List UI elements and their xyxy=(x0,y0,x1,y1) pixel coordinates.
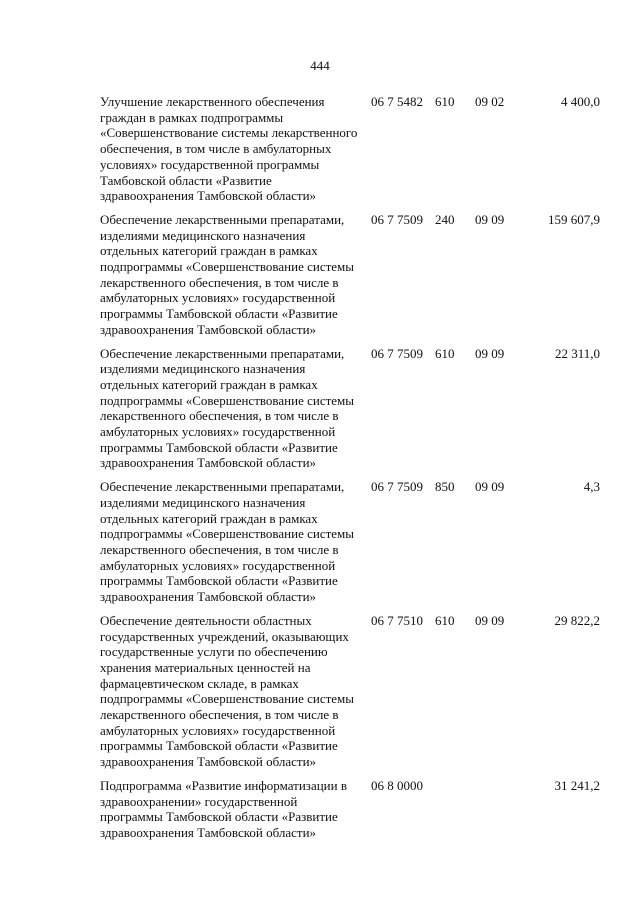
row-amount: 31 241,2 xyxy=(554,777,600,793)
table-row xyxy=(100,778,610,841)
row-amount: 4 400,0 xyxy=(561,94,600,109)
row-description: Улучшение лекарственного обеспечения граждан в рамках подпрограммы «Совершенствование системы лекарственного обеспечения, в том числе в амбулаторных условиях» государственной программы Тамбовской области «Развитие здравоохранения Тамбовской области» xyxy=(100,94,358,204)
row-description: Обеспечение лекарственными препаратами, изделиями медицинского назначения отдельных категорий граждан в рамках подпрограммы «Совершенствование системы лекарственного обеспечения, в том числе в амбулаторных условиях» государственной программы Тамбовской области «Развитие здравоохранения Тамбовской области» xyxy=(100,345,355,471)
row-expense-type: 850 xyxy=(435,479,455,495)
row-section: 09 09 xyxy=(475,479,505,495)
row-target-code: 06 8 0000 xyxy=(371,777,423,793)
row-amount: 4,3 xyxy=(583,479,600,495)
row-expense-type: 610 xyxy=(435,94,455,109)
row-description: Обеспечение деятельности областных государственных учреждений, оказывающих государственные услуги по обеспечению хранения материальных ценностей на фармацевтическом складе, в рамках подпрограммы «Совершенствование системы лекарственного обеспечения, в том числе в амбулаторных условиях» государственной программы Тамбовской области «Развитие здравоохранения Тамбовской области» xyxy=(100,612,355,770)
row-target-code: 06 7 7509 xyxy=(371,479,423,495)
row-expense-type: 240 xyxy=(435,211,455,227)
row-section: 09 09 xyxy=(475,612,505,628)
table-row xyxy=(100,212,610,338)
row-amount: 29 822,2 xyxy=(554,612,600,628)
page-number: 444 xyxy=(310,58,330,73)
row-target-code: 06 7 7509 xyxy=(371,345,423,361)
row-target-code: 06 7 7510 xyxy=(371,612,423,628)
row-amount: 22 311,0 xyxy=(554,345,600,361)
row-amount: 159 607,9 xyxy=(548,211,600,227)
row-target-code: 06 7 5482 xyxy=(371,94,423,109)
table-row xyxy=(100,479,610,605)
row-expense-type: 610 xyxy=(435,612,455,628)
budget-table xyxy=(100,94,610,849)
table-row xyxy=(100,346,610,472)
row-section: 09 09 xyxy=(475,345,505,361)
row-section: 09 02 xyxy=(475,94,505,109)
row-section: 09 09 xyxy=(475,211,505,227)
table-row xyxy=(100,613,610,770)
row-description: Обеспечение лекарственными препаратами, изделиями медицинского назначения отдельных категорий граждан в рамках подпрограммы «Совершенствование системы лекарственного обеспечения, в том числе в амбулаторных условиях» государственной программы Тамбовской области «Развитие здравоохранения Тамбовской области» xyxy=(100,479,355,605)
row-target-code: 06 7 7509 xyxy=(371,211,423,227)
row-description: Обеспечение лекарственными препаратами, изделиями медицинского назначения отдельных категорий граждан в рамках подпрограммы «Совершенствование системы лекарственного обеспечения, в том числе в амбулаторных условиях» государственной программы Тамбовской области «Развитие здравоохранения Тамбовской области» xyxy=(100,211,355,337)
table-row xyxy=(100,94,610,204)
row-description: Подпрограмма «Развитие информатизации в здравоохранении» государственной программы Тамбовской области «Развитие здравоохранения Тамбовской области» xyxy=(100,777,347,840)
row-expense-type: 610 xyxy=(435,345,455,361)
